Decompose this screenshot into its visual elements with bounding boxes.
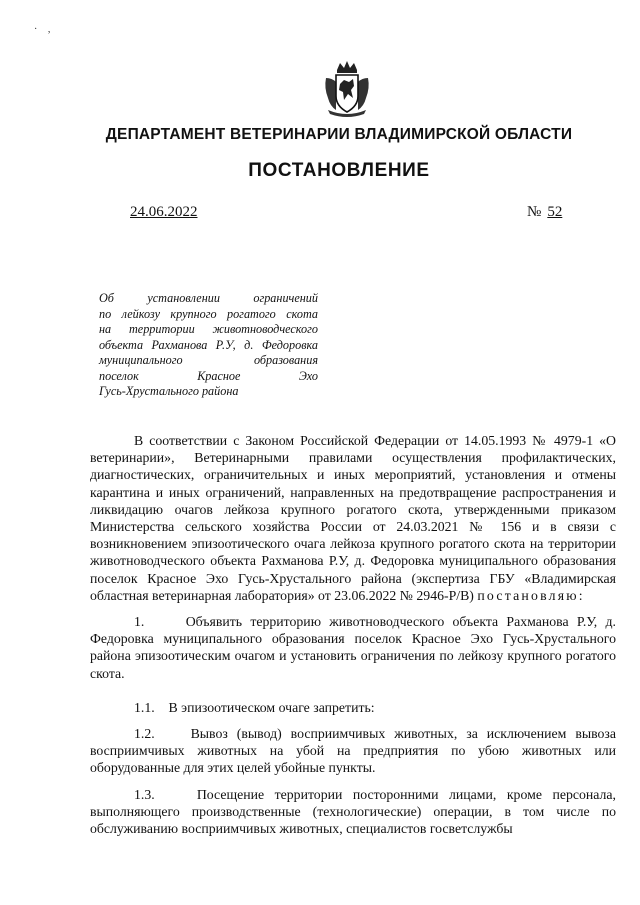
subject-line: объекта Рахманова Р.У, д. Федоровка	[99, 337, 318, 352]
document-body	[90, 432, 616, 837]
subject-block	[99, 291, 318, 400]
subject-line: по лейкозу крупного рогатого скота	[99, 306, 318, 321]
item-text: Вывоз (вывод) восприимчивых животных, за исключением вывоза восприимчивых животных на убой на предприятия по убою животных или оборудованные для этих целей убойные пункты.	[90, 726, 616, 776]
item-number: 1.	[134, 614, 145, 630]
subject-line: Гусь-Хрустального района	[99, 384, 239, 398]
department-name: ДЕПАРТАМЕНТ ВЕТЕРИНАРИИ ВЛАДИМИРСКОЙ ОБЛАСТИ	[105, 126, 573, 143]
document-date: 24.06.2022	[130, 204, 198, 220]
preamble-text: В соответствии с Законом Российской Федерации от 14.05.1993 № 4979-1 «О ветеринарии», Ветеринарными правилами осуществления профилактических, диагностических, ограничительных и иных мероприятий, установления и отмены карантина и иных ограничений, направленных на предотвращение распространения и ликвидацию очагов лейкоза крупного рогатого скота, утвержденными приказом Министерства сельского хозяйства России от 24.03.2021 № 156 и в связи с возникновением эпизоотического очага лейкоза крупного рогатого скота на территории животноводческого объекта Рахманова Р.У, д. Федоровка муниципального образования поселок Красное Эхо Гусь-Хрустального района (экспертиза ГБУ «Владимирская областная ветеринарная лаборатория» от 23.06.2022 № 2946-Р/В)	[90, 433, 616, 603]
document-type-title: ПОСТАНОВЛЕНИЕ	[248, 160, 430, 181]
preamble-paragraph	[90, 432, 616, 604]
item-text: Посещение территории посторонними лицами, кроме персонала, выполняющего производственные (технологические) операции, в том числе по обслуживанию восприимчивых животных, специалистов госветслужбы	[90, 786, 616, 837]
subject-line: Об установлении ограничений	[99, 291, 318, 305]
coat-of-arms-emblem	[322, 60, 372, 118]
list-item	[90, 786, 616, 838]
document-number	[527, 204, 562, 221]
list-item	[90, 613, 616, 682]
list-item	[90, 699, 616, 716]
item-text: Объявить территорию животноводческого объекта Рахманова Р.У, д. Федоровка муниципального образования поселок Красное Эхо Гусь-Хрустального района эпизоотическим очагом и установить ограничения по лейкозу крупного рогатого скота.	[90, 614, 616, 681]
subject-line: муниципального образования	[99, 353, 318, 367]
list-item	[90, 725, 616, 777]
decree-word: постановляю:	[477, 587, 585, 603]
item-number: 1.1.	[134, 699, 155, 715]
subject-line: поселок Красное Эхо	[99, 368, 318, 383]
item-number: 1.2.	[134, 726, 155, 742]
number-value: 52	[547, 204, 563, 220]
item-text: В эпизоотическом очаге запретить:	[168, 699, 375, 715]
number-label: №	[527, 204, 542, 220]
scan-corner-marks: · ,	[34, 24, 55, 35]
subject-line: на территории животноводческого	[99, 322, 318, 336]
item-number: 1.3.	[134, 786, 155, 802]
